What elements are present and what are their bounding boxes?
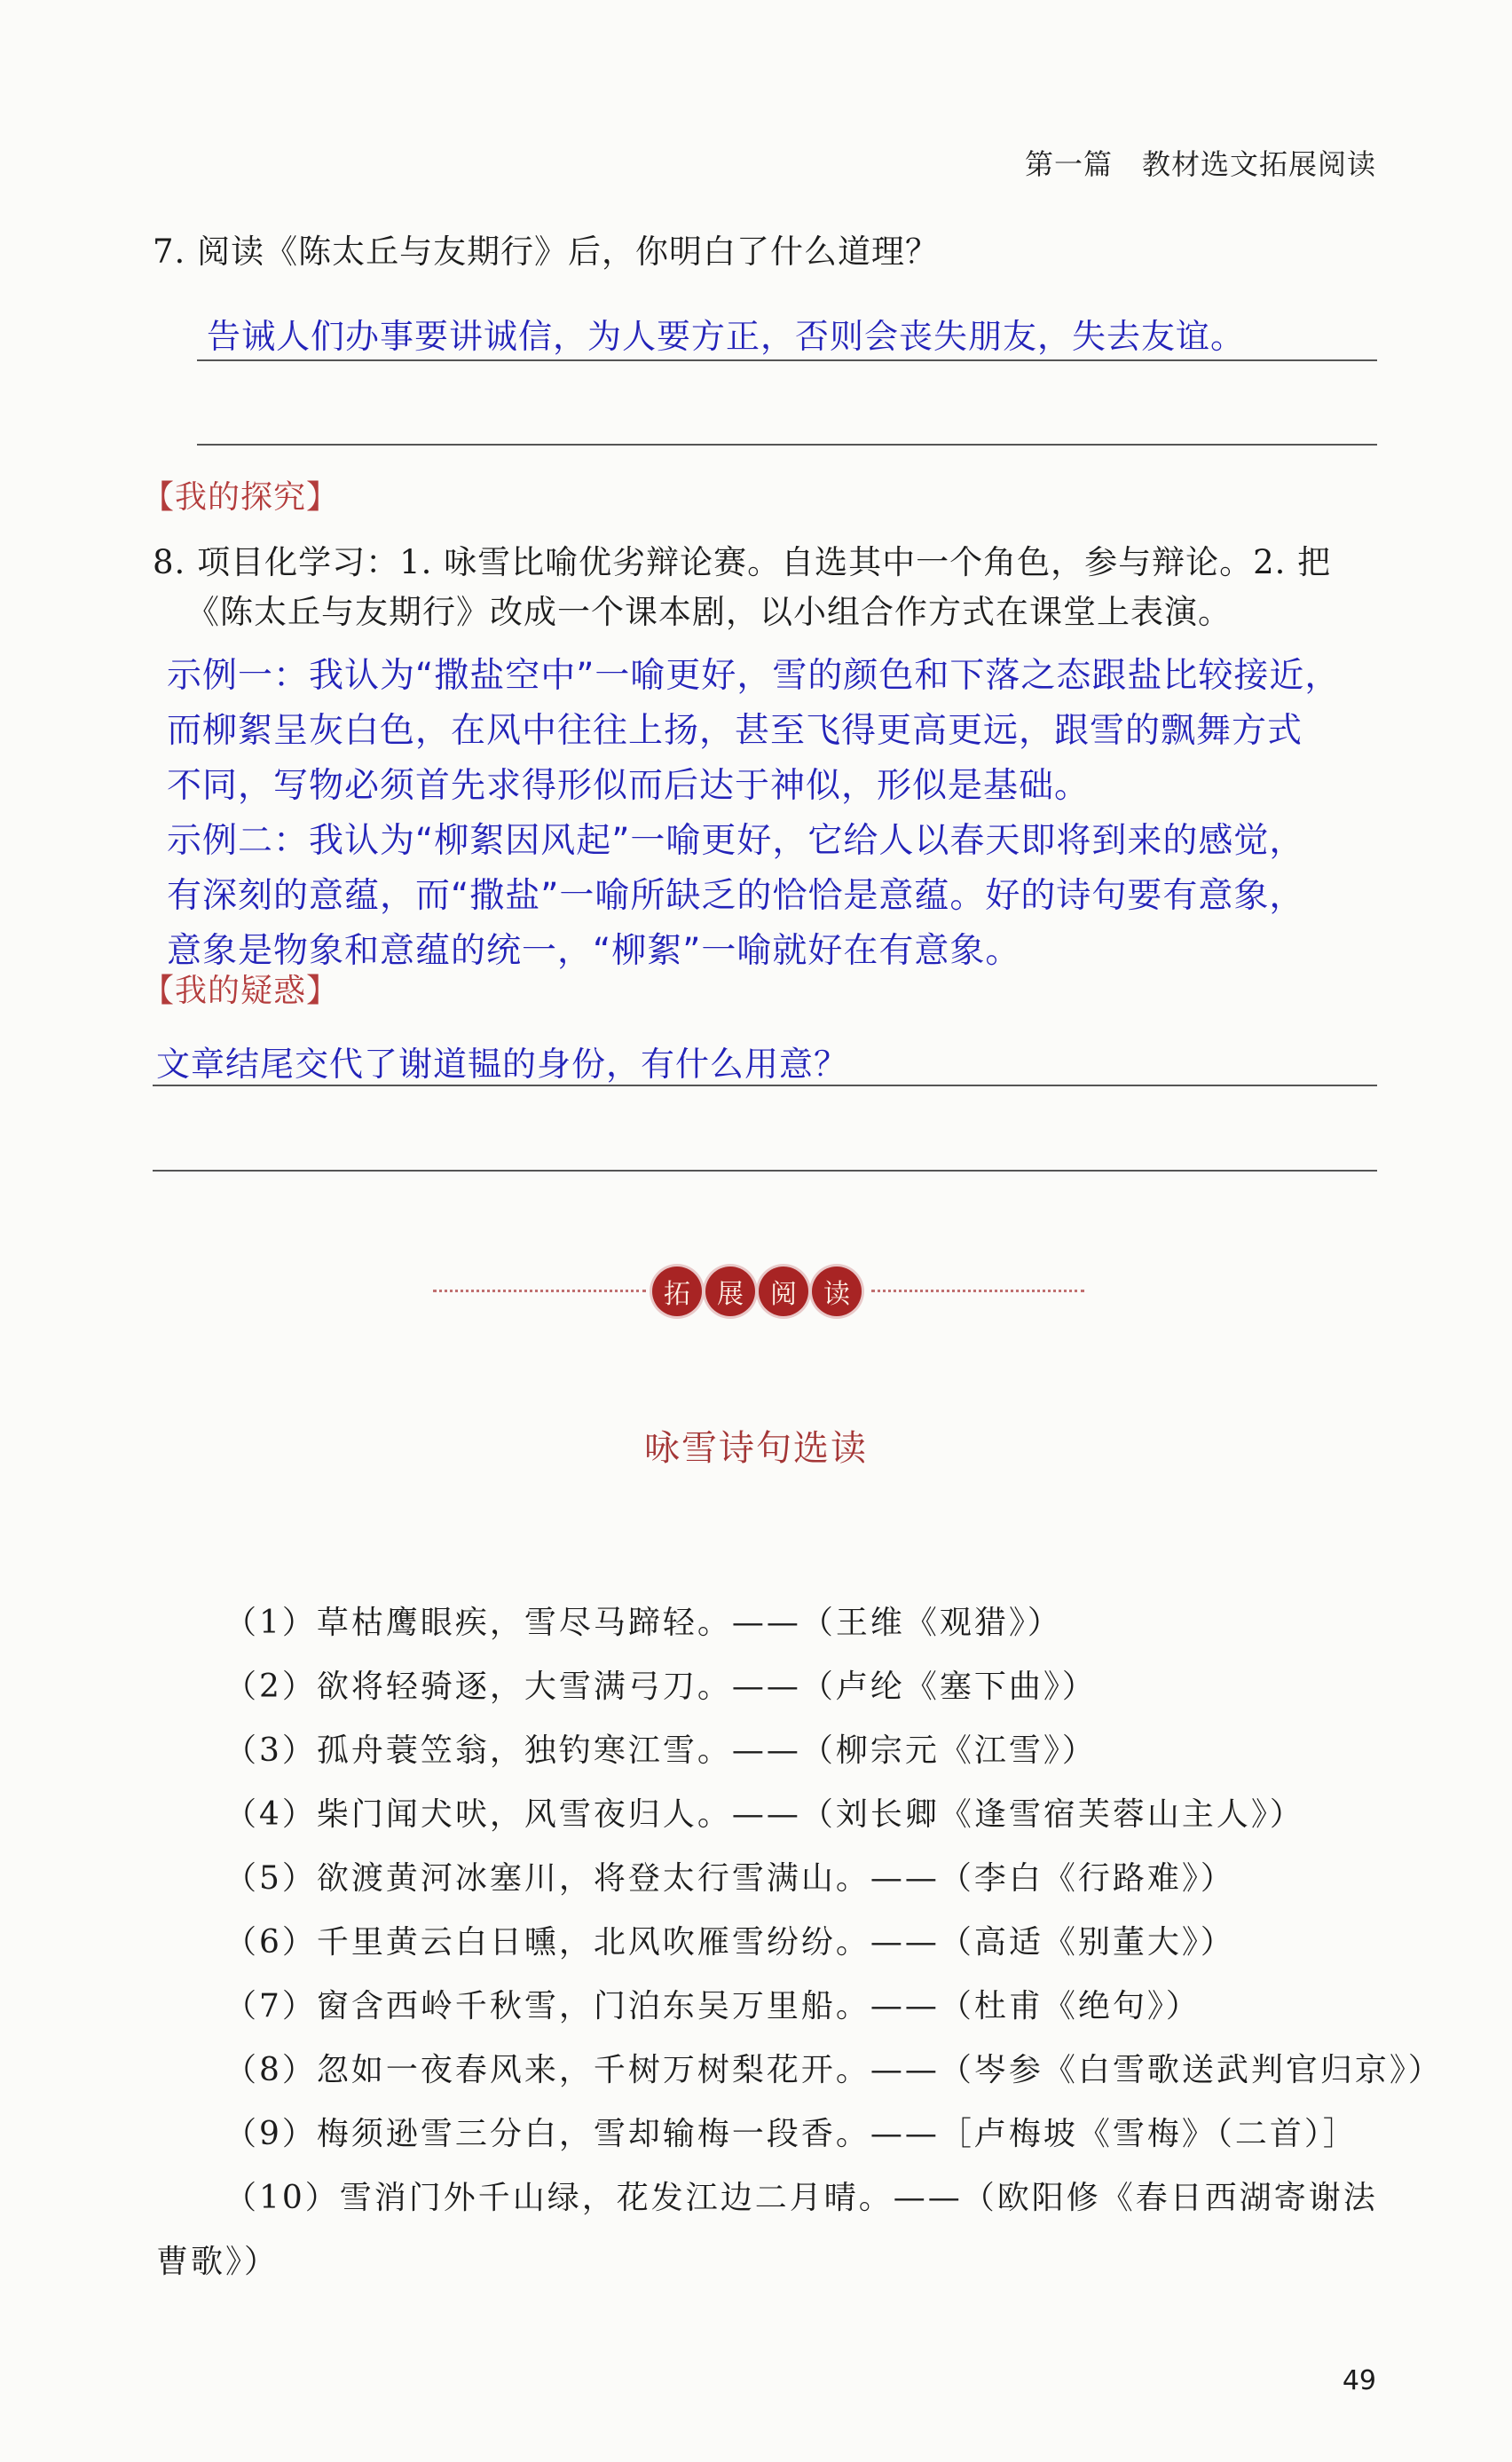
- poem-line-continuation: 曹歌》）: [156, 2244, 280, 2280]
- banner-dots-right: [871, 1290, 1084, 1292]
- question-7-answer: 告诫人们办事要讲诚信，为人要方正，否则会丧失朋友，失去友谊。: [207, 317, 1246, 356]
- question-8-line-1: 8. 项目化学习：1. 咏雪比喻优劣辩论赛。自选其中一个角色，参与辩论。2. 把: [153, 543, 1332, 581]
- poem-line: （8）忽如一夜春风来，千树万树梨花开。——（岑参《白雪歌送武判官归京》）: [224, 2052, 1443, 2088]
- poem-line: （7）窗含西岭千秋雪，门泊东吴万里船。——（杜甫《绝句》）: [224, 1988, 1201, 2024]
- example-line: 示例二：我认为“柳絮因风起”一喻更好，它给人以春天即将到来的感觉，: [167, 821, 1305, 861]
- answer-line-2: [197, 444, 1377, 446]
- example-line: 示例一：我认为“撒盐空中”一喻更好，雪的颜色和下落之态跟盐比较接近，: [167, 656, 1341, 696]
- my-doubt-label: 【我的疑惑】: [142, 973, 340, 1009]
- running-header: 第一篇 教材选文拓展阅读: [1024, 147, 1376, 181]
- poem-section-title: 咏雪诗句选读: [644, 1428, 868, 1469]
- poem-line: （5）欲渡黄河冰塞川，将登太行雪满山。——（李白《行路难》）: [224, 1860, 1235, 1897]
- poem-line: （1）草枯鹰眼疾，雪尽马蹄轻。——（王维《观猎》）: [224, 1605, 1062, 1641]
- answer-line-1: [197, 359, 1377, 361]
- my-exploration-label: 【我的探究】: [142, 479, 340, 516]
- extended-reading-banner: [0, 1256, 1512, 1327]
- banner-dots-left: [433, 1290, 646, 1292]
- banner-seals: [652, 1256, 865, 1327]
- answer-line-3: [153, 1085, 1377, 1086]
- doubt-answer: 文章结尾交代了谢道韫的身份，有什么用意？: [156, 1045, 849, 1084]
- page-number: 49: [1342, 2365, 1376, 2396]
- example-line: 意象是物象和意蕴的统一，“柳絮”一喻就好在有意象。: [167, 931, 1021, 971]
- example-line: 不同，写物必须首先求得形似而后达于神似，形似是基础。: [167, 766, 1091, 806]
- poem-line: （10）雪消门外千山绿，花发江边二月晴。——（欧阳修《春日西湖寄谢法: [224, 2180, 1378, 2216]
- poem-line: （4）柴门闻犬吠，风雪夜归人。——（刘长卿《逢雪宿芙蓉山主人》）: [224, 1796, 1304, 1833]
- example-line: 而柳絮呈灰白色，在风中往往上扬，甚至飞得更高更远，跟雪的飘舞方式: [167, 711, 1303, 751]
- question-8-line-2: 《陈太丘与友期行》改成一个课本剧，以小组合作方式在课堂上表演。: [186, 593, 1232, 631]
- poem-line: （9）梅须逊雪三分白，雪却输梅一段香。——［卢梅坡《雪梅》（二首）］: [224, 2116, 1358, 2152]
- banner-seal-char: 拓: [652, 1267, 702, 1316]
- poem-line: （2）欲将轻骑逐，大雪满弓刀。——（卢纶《塞下曲》）: [224, 1669, 1097, 1705]
- question-7: 7. 阅读《陈太丘与友期行》后，你明白了什么道理？: [153, 233, 940, 271]
- banner-seal-char: 展: [705, 1267, 755, 1316]
- answer-line-4: [153, 1170, 1377, 1172]
- banner-seal-char: 读: [812, 1267, 862, 1316]
- example-line: 有深刻的意蕴，而“撒盐”一喻所缺乏的恰恰是意蕴。好的诗句要有意象，: [167, 876, 1305, 916]
- poem-line: （3）孤舟蓑笠翁，独钓寒江雪。——（柳宗元《江雪》）: [224, 1732, 1097, 1769]
- poem-line: （6）千里黄云白日曛，北风吹雁雪纷纷。——（高适《别董大》）: [224, 1924, 1235, 1961]
- banner-seal-char: 阅: [759, 1267, 808, 1316]
